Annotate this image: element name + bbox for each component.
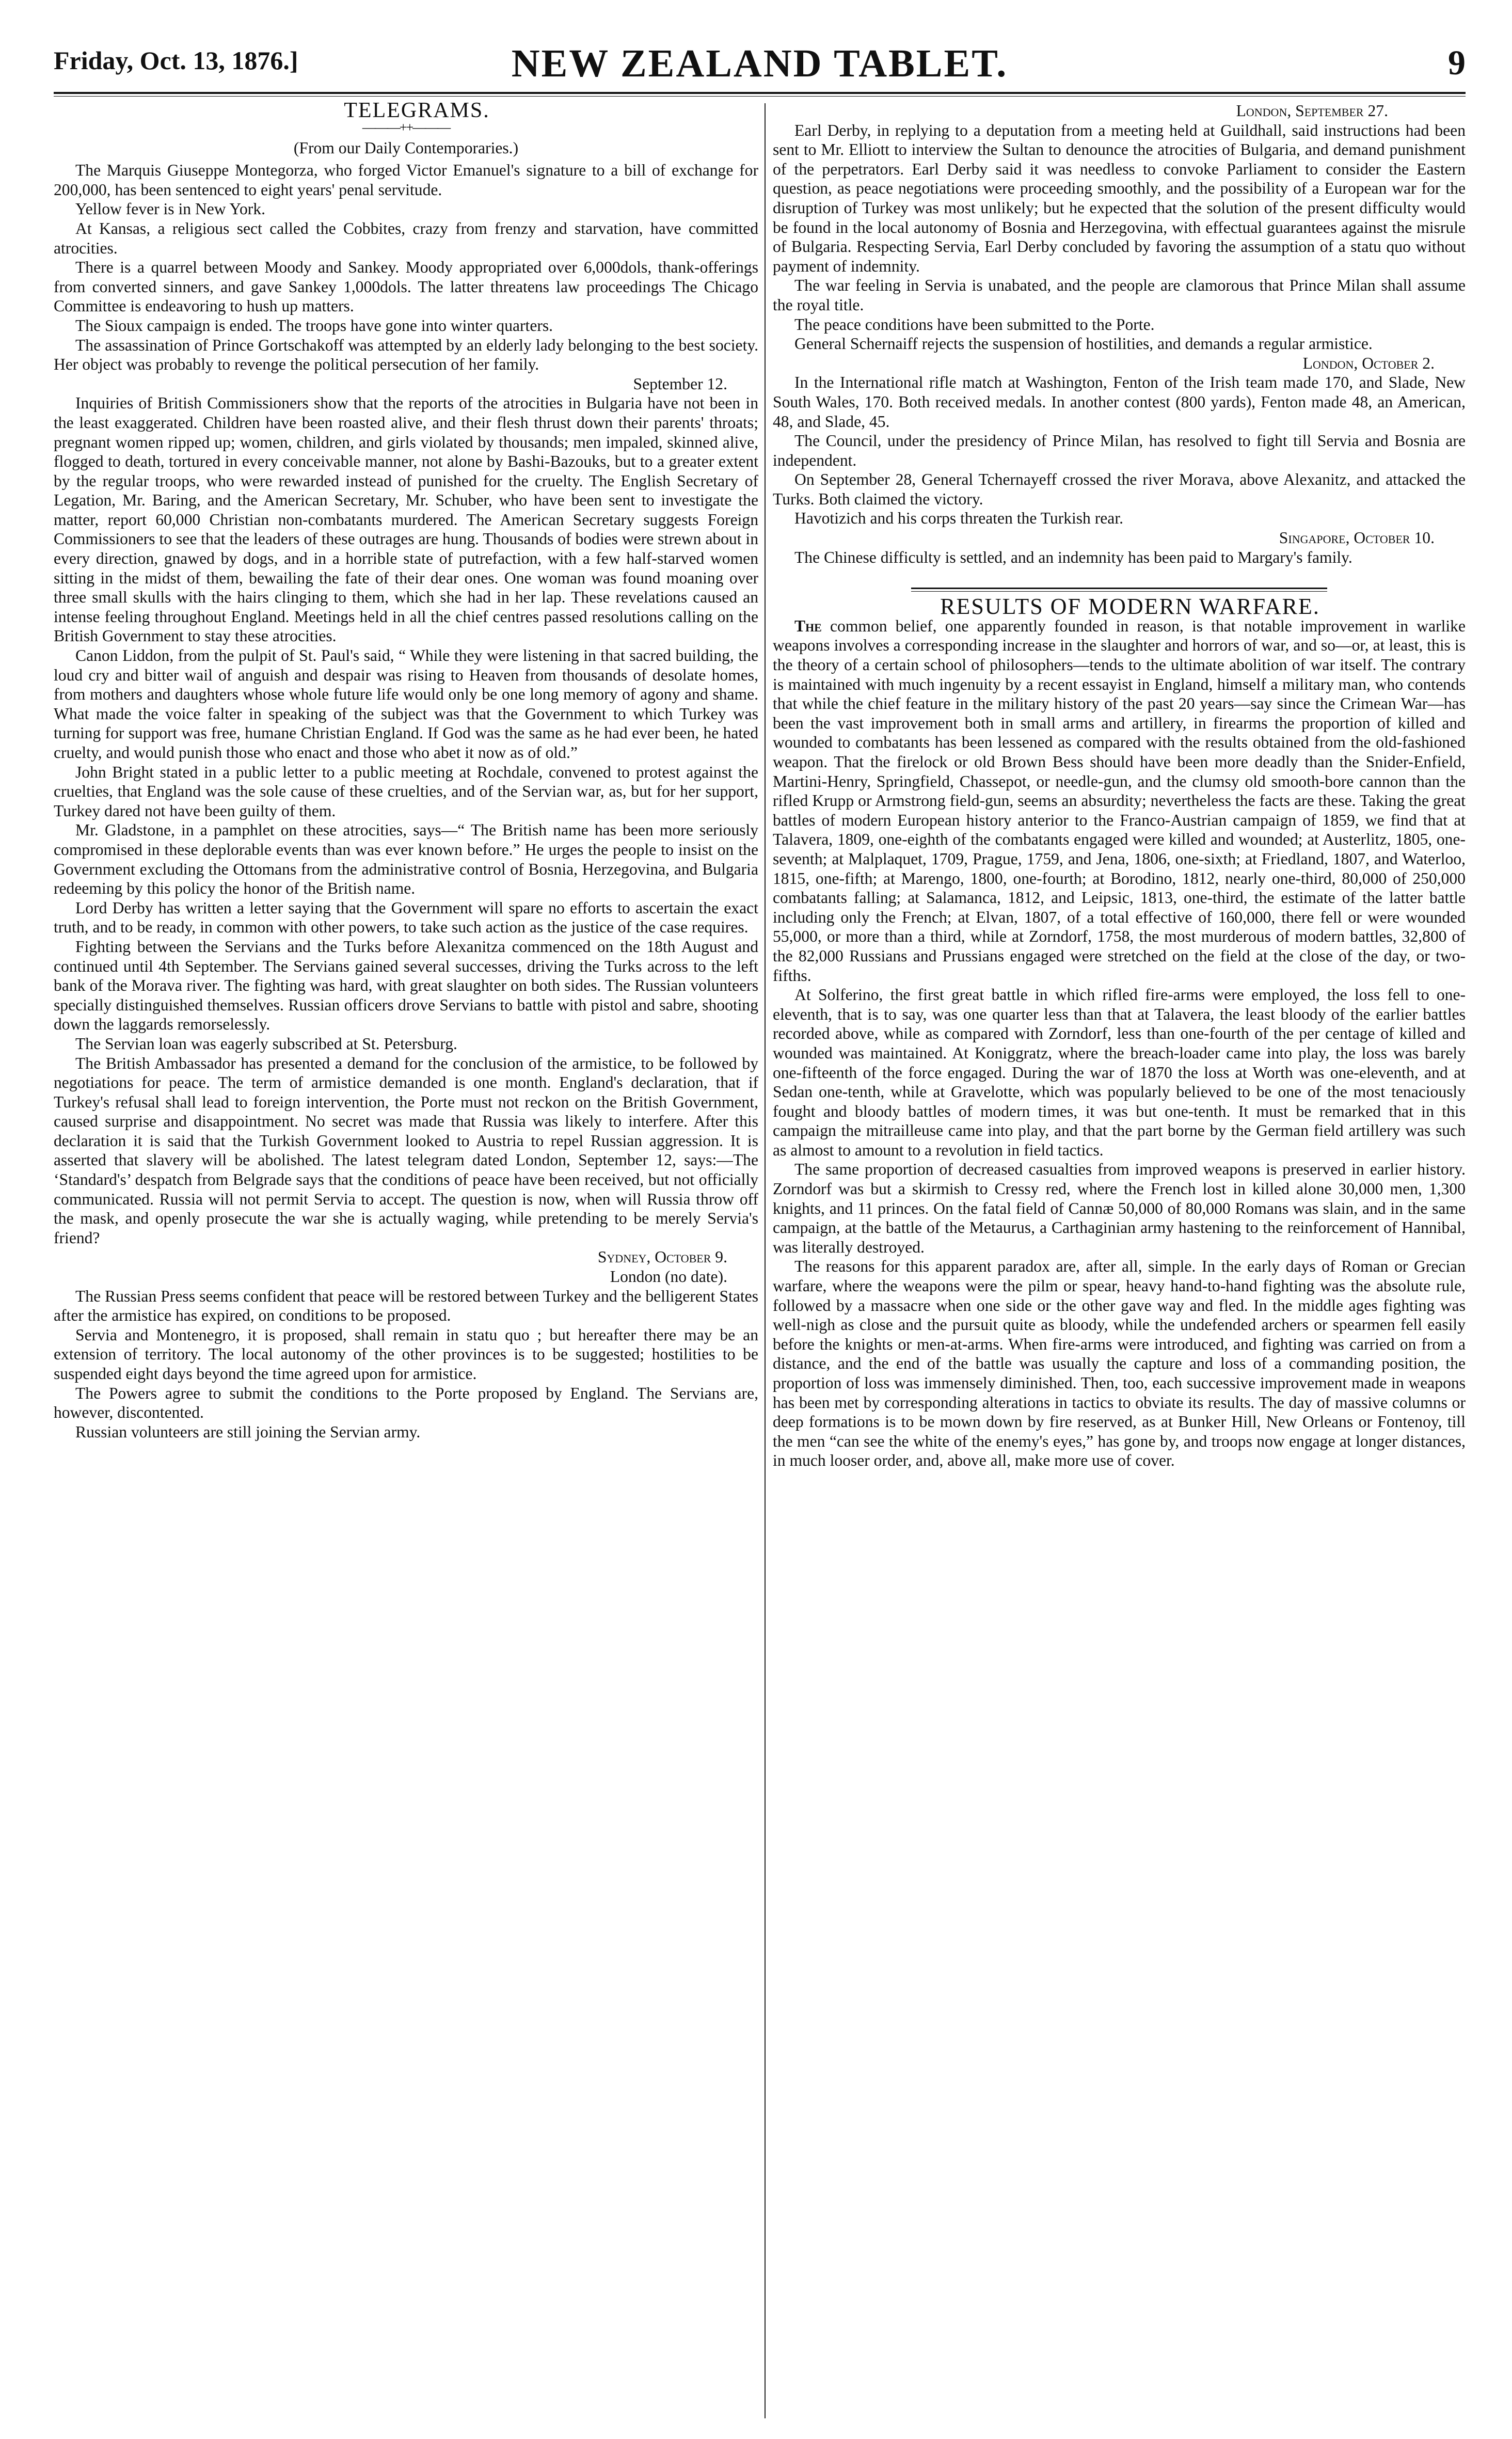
article-paragraph: Russian volunteers are still joining the Servian army. <box>75 1422 421 1441</box>
article-paragraph: The Sioux campaign is ended. The troops have gone into winter quarters. <box>75 316 553 335</box>
section-rule <box>911 588 1327 592</box>
article-paragraph: At Solferino, the first great battle in which rifled fire-arms were employed, the loss fell to one-eleventh, that is to say, was one quarter less than that at Talavera, the least bloody of the earlier battles recorded above, while as compared with Zorndorf, less than one-fourth of the per centage of killed and wounded was maintained. At Koniggratz, where the breach-loader came into play, the loss was barely one-fifteenth of the force engaged. During the war of 1870 the loss at Worth was one-eleventh, and at Sedan one-tenth, while at Gravelotte, which was popularly believed to be one of the most tenaciously fought and bloody battles of modern times, it was but one-tenth. It must be remarked that in this campaign the mitrailleuse came into play, and that the part borne by the German field artillery was such as almost to amount to a revolution in field tactics. <box>773 986 1466 1159</box>
masthead-rule <box>54 92 1466 97</box>
article-paragraph: General Schernaiff rejects the suspension of hostilities, and demands a regular armistice. <box>794 335 1373 353</box>
article-paragraph: The peace conditions have been submitted to the Porte. <box>794 315 1155 334</box>
results-heading: RESULTS OF MODERN WARFARE. <box>940 594 1320 620</box>
article-paragraph: The reasons for this apparent paradox are, after all, simple. In the early days of Roman or Grecian warfare, where the weapons were the pilm or spear, heavy hand-to-hand fighting was the absolute rule, followed by a massacre when one side or the other gave way and fled. In the middle ages fighting was well-nigh as close and the pursuit quite as bloody, while the undefended archers or spearmen fell easily before the knights or men-at-arms. When fire-arms were introduced, and fighting was carried on from a distance, and the end of the battle was usually the capture and loss of a commanding position, the proportion of loss was immensely diminished. Then, too, each successive improvement made in weapons has been met by corresponding alterations in tactics to obviate its results. The day of massive columns or deep formations is to be mown down by fire reserved, as at Bunker Hill, New Orleans or Fontenoy, till the men “can see the white of the enemy's eyes,” has gone by, and troops now engage at longer distances, in much looser order, and, above all, make more use of cover. <box>773 1257 1466 1470</box>
heading-ornament: ———++——— <box>362 119 450 135</box>
dateline: London, October 2. <box>1302 354 1435 372</box>
article-paragraph: The British Ambassador has presented a demand for the conclusion of the armistice, to be followed by negotiations for peace. The term of armistice demanded is one month. England's declaration, that if Turkey's refusal shall lead to foreign intervention, the Porte must not reckon on the British Government, caused surprise and disappointment. No secret was made that Russia was likely to interfere. After this declaration it is said that the Turkish Government looked to Austria to repel Russian aggression. It is asserted that slavery will be abolished. The latest telegram dated London, September 12, says:—The ‘Standard's’ despatch from Belgrade says that the conditions of peace have been received, but not officially communicated. Russia will not permit Servia to accept. The question is now, when will Russia throw off the mask, and openly prosecute the war she is actually waging, while pretending to be merely Servia's friend? <box>54 1054 758 1247</box>
article-paragraph: At Kansas, a religious sect called the Cobbites, crazy from frenzy and starvation, have committed atrocities. <box>54 219 758 257</box>
article-paragraph: On September 28, General Tchernayeff crossed the river Morava, above Alexanitz, and attacked the Turks. Both claimed the victory. <box>773 470 1466 508</box>
article-paragraph: Mr. Gladstone, in a pamphlet on these atrocities, says—“ The British name has been more seriously compromised in these deplorable events than was ever known before.” He urges the people to insist on the Government excluding the Ottomans from the administrative control of Bosnia, Herzegovina, and Bulgaria redeeming by this policy the honor of the British name. <box>54 821 758 898</box>
article-paragraph: The Russian Press seems confident that peace will be restored between Turkey and the belligerent States after the armistice has expired, on conditions to be proposed. <box>54 1287 758 1325</box>
article-paragraph: The Powers agree to submit the conditions to the Porte proposed by England. The Servians are, however, discontented. <box>54 1384 758 1422</box>
article-paragraph: Earl Derby, in replying to a deputation from a meeting held at Guildhall, said instructions had been sent to Mr. Elliott to interview the Sultan to denounce the atrocities of Bulgaria, and demand punishment of the perpetrators. Earl Derby said it was needless to convoke Parliament to consider the Eastern question, as peace negotiations were proceeding smoothly, and the possibility of a European war for the disruption of Turkey was most unlikely; but he expected that the solution of the present difficulty would be found in the local autonomy of Bosnia and Herzegovina, with effectual guarantees against the misrule of Bulgaria. Respecting Servia, Earl Derby concluded by favoring the assumption of a statu quo without payment of indemnity. <box>773 121 1466 275</box>
article-paragraph: The Chinese difficulty is settled, and an indemnity has been paid to Margary's family. <box>794 548 1352 566</box>
article-paragraph: John Bright stated in a public letter to a public meeting at Rochdale, convened to protest against the cruelties, that England was the sole cause of these cruelties, and of the Servian war, as, but for her support, Turkey dared not have been guilty of them. <box>54 763 758 820</box>
telegrams-heading: TELEGRAMS. <box>344 101 490 122</box>
article-paragraph: In the International rifle match at Washington, Fenton of the Irish team made 170, and Slade, New South Wales, 170. Both received medals. In another contest (800 yards), Fenton made 48, an American, 48, and Slade, 45. <box>773 373 1466 431</box>
article-paragraph: The Council, under the presidency of Prince Milan, has resolved to fight till Servia and Bosnia are independent. <box>773 432 1466 469</box>
issue-date: Friday, Oct. 13, 1876.] <box>54 46 298 75</box>
page-number: 9 <box>1448 43 1466 82</box>
right-column <box>773 101 1466 2424</box>
telegrams-source: (From our Daily Contemporaries.) <box>293 138 519 157</box>
column-divider <box>765 103 766 2418</box>
article-paragraph: Lord Derby has written a letter saying that the Government will spare no efforts to ascertain the exact truth, and to be ready, in common with other powers, to take such action as the justice of the case requires. <box>54 898 758 937</box>
lead-word: The <box>794 616 822 635</box>
article-paragraph: The assassination of Prince Gortschakoff was attempted by an elderly lady belonging to the best society. Her object was probably to revenge the political persecution of her family. <box>54 336 758 374</box>
article-paragraph: The same proportion of decreased casualties from improved weapons is preserved in earlier history. Zorndorf was but a skirmish to Cressy red, where the French lost in killed alone 30,000 men, 1,300 knights, and 11 princes. On the fatal field of Cannæ 50,000 of 80,000 Romans was slain, and in the same campaign, at the battle of the Metaurus, a Carthaginian army hastening to the reinforcement of Hannibal, was literally destroyed. <box>773 1160 1466 1256</box>
dateline: London, September 27. <box>1236 102 1388 120</box>
article-paragraph: The Servian loan was eagerly subscribed at St. Petersburg. <box>75 1034 457 1053</box>
article-paragraph: Canon Liddon, from the pulpit of St. Paul's said, “ While they were listening in that sacred building, the loud cry and bitter wail of anguish and despair was rising to Heaven from thousands of desolate homes, from mothers and daughters whose whole future life would only be one long memory of agony and shame. What made the voice falter in speaking of the subject was that the Government to which Turkey was turning for support was free, humane Christian England. If God was the same as he had ever been, he hated cruelty, and would punish those who enact and those who abet it now as of old.” <box>54 646 758 762</box>
article-paragraph: Fighting between the Servians and the Turks before Alexanitza commenced on the 18th August and continued until 4th September. The Servians gained several successes, driving the Turks across to the left bank of the Morava river. The fighting was hard, with great slaughter on both sides. The Russian volunteers specially distinguished themselves. Russian officers drove Servians to battle with pistol and sabre, shooting down the laggards remorselessly. <box>54 937 758 1034</box>
article-paragraph: Yellow fever is in New York. <box>75 200 266 218</box>
dateline: Sydney, October 9. <box>597 1248 727 1266</box>
article-paragraph: The Marquis Giuseppe Montegorza, who forged Victor Emanuel's signature to a bill of exchange for 200,000, has been sentenced to eight years' penal servitude. <box>54 161 758 199</box>
article-paragraph <box>773 616 1466 985</box>
dateline: Singapore, October 10. <box>1279 529 1435 547</box>
article-paragraph: There is a quarrel between Moody and Sankey. Moody appropriated over 6,000dols, thank-offerings from converted sinners, and gave Sankey 1,000dols. The latter threatens law proceedings The Chicago Committee is endeavoring to hush up matters. <box>54 258 758 315</box>
article-paragraph: Servia and Montenegro, it is proposed, shall remain in statu quo ; but hereafter there may be an extension of territory. The local autonomy of the other provinces is to be suggested; hostilities to be suspended eight days beyond the time agreed upon for armistice. <box>54 1325 758 1383</box>
article-paragraph: Inquiries of British Commissioners show that the reports of the atrocities in Bulgaria have not been in the least exaggerated. Children have been roasted alive, and their flesh thrust down their parents' throats; pregnant women ripped up; women, children, and girls violated by thousands; men impaled, skinned alive, flogged to death, tortured in every conceivable manner, not alone by Bashi-Bazouks, but to a greater extent by the regular troops, who were rewarded instead of punished for the cruelty. The English Secretary of Legation, Mr. Baring, and the American Secretary, Mr. Schuber, who have been sent to investigate the matter, report 60,000 Christian non-combatants murdered. The American Secretary suggests Foreign Commissioners to see that the leaders of these outrages are hung. Thousands of bodies were strewn about in every direction, gnawed by dogs, and in a horrible state of putrefaction, with a few half-starved women sitting in the midst of them, bewailing the fate of their dear ones. One woman was found moaning over three small skulls with the hairs clinging to them, which she had in her lap. These revelations caused an intense feeling throughout England. Meetings held in all the chief centres passed resolutions calling on the British Government to stay these atrocities. <box>54 394 758 645</box>
newspaper-title: NEW ZEALAND TABLET. <box>511 42 1008 85</box>
article-paragraph: Havotizich and his corps threaten the Turkish rear. <box>794 509 1123 528</box>
left-column <box>54 101 758 2424</box>
dateline: September 12. <box>633 374 727 393</box>
first-paragraph-text: common belief, one apparently founded in reason, is that notable improvement in warlike weapons involves a corresponding increase in the slaughter and horrors of war, and so—or, at least, this is the theory of a certain school of philosophers—tends to the ultimate abolition of war itself. The contrary is maintained with much ingenuity by a recent essayist in England, himself a military man, who contends that while the chief feature in the military history of the past 20 years—say since the Crimean War—has been the vast improvement both in small arms and artillery, in firearms the proportion of killed and wounded to combatants has been lessened as compared with the results obtained from the old-fashioned weapon. That the firelock or old Brown Bess should have been more deadly than the Snider-Enfield, Martini-Henry, Springfield, Chassepot, or needle-gun, and the clumsy old smooth-bore cannon than the rifled Krupp or Armstrong field-gun, seems an absurdity; nevertheless the facts are these. Taking the great battles of modern European history anterior to the Franco-Austrian campaign of 1859, we find that at Talavera, 1809, one-eighth of the combatants engaged were killed and wounded; at Austerlitz, 1805, one-seventh; at Malplaquet, 1709, Prague, 1759, and Jena, 1806, one-sixth; at Friedland, 1807, and Waterloo, 1815, one-fifth; at Marengo, 1800, one-fourth; at Borodino, 1812, nearly one-third, 80,000 of 250,000 combatants falling; at Salamanca, 1812, and Leipsic, 1813, one-third, the estimate of the latter battle including only the French; at Elvan, 1807, of a total effective of 160,000, there fell or were wounded 55,000, or more than a third, while at Zorndorf, 1758, the most murderous of modern battles, 32,800 of the 82,000 Russians and Prussians engaged were stretched on the field at the close of the day, or two-fifths. <box>773 616 1466 985</box>
masthead <box>54 36 1466 98</box>
dateline: London (no date). <box>610 1268 727 1286</box>
article-paragraph: The war feeling in Servia is unabated, and the people are clamorous that Prince Milan shall assume the royal title. <box>773 276 1466 314</box>
